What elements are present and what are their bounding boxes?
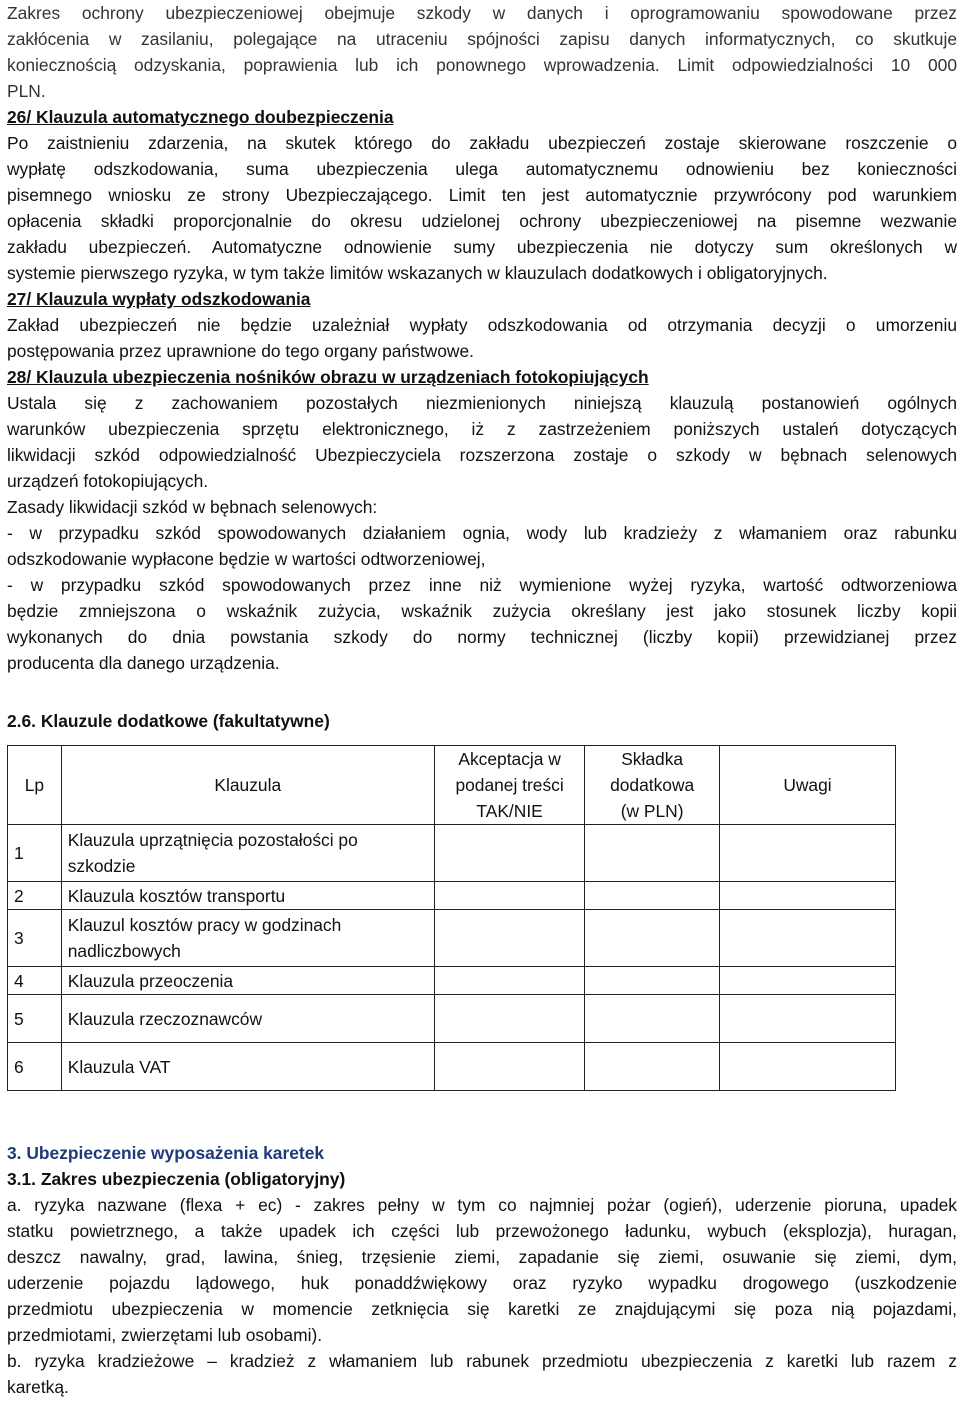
header-akceptacja [434,746,585,825]
notes-cell[interactable] [719,825,895,882]
risk-a-paragraph [7,1192,957,1348]
clause-line: szkodzie [67,856,136,876]
header-lp: Lp [8,746,62,825]
text-line: Po zaistnieniu zdarzenia, na skutek którego do zakładu ubezpieczeń zostaje skierowane roszczenie o [7,133,957,153]
notes-cell[interactable] [719,910,895,967]
table-row [8,967,896,995]
clause-27-paragraph [7,312,957,364]
row-clause [61,825,434,882]
table-header-row [8,746,896,825]
acceptance-cell[interactable] [434,995,585,1043]
table-row [8,910,896,967]
text-line: karetką. [7,1377,69,1397]
text-line: Zakład ubezpieczeń nie będzie uzależniał wypłaty odszkodowania od otrzymania decyzji o umorzeniu [7,315,957,335]
section-3-heading: 3. Ubezpieczenie wyposażenia karetek [7,1143,325,1163]
table-row [8,825,896,882]
header-klauzula: Klauzula [61,746,434,825]
notes-cell[interactable] [719,882,895,910]
section-3 [7,1140,957,1400]
text-line: b. ryzyka kradzieżowe – kradzież z włamaniem lub rabunek przedmiotu ubezpieczenia z karetki lub razem z [7,1351,957,1371]
text-line: przedmiotami, zwierzętami lub osobami). [7,1325,323,1345]
text-line: postępowania przez uprawnione do tego organy państwowe. [7,341,474,361]
acceptance-cell[interactable] [434,825,585,882]
text-line: likwidacji szkód odpowiedzialność Ubezpieczyciela rozszerzona zostaje o szkody w bębnach selenowych [7,445,957,465]
header-line: Akceptacja w [458,749,561,769]
text-line: - w przypadku szkód spowodowanych działaniem ognia, wody lub kradzieży z włamaniem oraz rabunku [7,523,957,543]
table-row [8,882,896,910]
notes-cell[interactable] [719,995,895,1043]
row-clause [61,882,434,910]
clause-line: Klauzula kosztów transportu [67,885,286,906]
premium-cell[interactable] [585,1043,720,1091]
row-clause [61,967,434,995]
clause-28-heading: 28/ Klauzula ubezpieczenia nośników obrazu w urządzeniach fotokopiujących [7,367,649,387]
text-line: warunków ubezpieczenia sprzętu elektronicznego, iż z zastrzeżeniem poniższych ustaleń dotyczących [7,419,957,439]
premium-cell[interactable] [585,825,720,882]
header-skladka [585,746,720,825]
document-page [7,0,957,734]
text-line: wypłatę odszkodowania, suma ubezpieczenia ulega automatycznemu odnowieniu bez konieczności [7,159,957,179]
rules-title: Zasady likwidacji szkód w bębnach selenowych: [7,497,378,517]
row-clause [61,995,434,1043]
clause-line: Klauzula uprzątnięcia pozostałości po [67,830,358,850]
rule-2 [7,572,957,676]
text-line: statku powietrznego, a także upadek ich części lub przewożonego ładunku, wybuch (eksplozja), huragan, [7,1221,957,1241]
text-line: urządzeń fotokopiujących. [7,471,209,491]
text-line: odszkodowanie wypłacone będzie w wartości odtworzeniowej, [7,549,486,569]
clause-line: Klauzula VAT [67,1056,171,1077]
premium-cell[interactable] [585,882,720,910]
clause-line: Klauzula przeoczenia [67,970,234,991]
header-line: dodatkowa [610,775,695,795]
text-line: koniecznością odzyskania, poprawienia lub ich ponownego wprowadzenia. Limit odpowiedzialności 10 000 [7,55,957,75]
clause-27-heading: 27/ Klauzula wypłaty odszkodowania [7,289,311,309]
row-lp: 2 [8,882,62,910]
text-line: pisemnego wniosku ze strony Ubezpieczającego. Limit ten jest automatycznie przywrócony pod warunkiem [7,185,957,205]
header-line: (w PLN) [620,801,684,821]
premium-cell[interactable] [585,967,720,995]
clause-26-heading: 26/ Klauzula automatycznego doubezpieczenia [7,107,394,127]
notes-cell[interactable] [719,1043,895,1091]
text-line: będzie zmniejszona o wskaźnik zużycia, wskaźnik zużycia określany jest jako stosunek liczby kopii [7,601,957,621]
clauses-table [7,745,896,1091]
row-clause [61,910,434,967]
text-line: - w przypadku szkód spowodowanych przez inne niż wymienione wyżej ryzyka, wartość odtworzeniowa [7,575,957,595]
intro-paragraph [7,0,957,104]
header-line: Składka [621,749,684,769]
acceptance-cell[interactable] [434,910,585,967]
clause-line: nadliczbowych [67,941,181,961]
text-line: przedmiotu ubezpieczenia w momencie zetknięcia się karetki ze znajdującymi się poza nią pojazdami, [7,1299,957,1319]
row-clause [61,1043,434,1091]
text-line: PLN. [7,81,46,101]
row-lp: 6 [8,1043,62,1091]
acceptance-cell[interactable] [434,1043,585,1091]
text-line: wykonanych do dnia powstania szkody do normy technicznej (liczby kopii) przewidzianej przez [7,627,957,647]
header-line: podanej treści [455,775,564,795]
text-line: uderzenie pojazdu lądowego, huk ponaddźwiękowy oraz ryzyko wypadku drogowego (uszkodzenie [7,1273,957,1293]
row-lp: 5 [8,995,62,1043]
clause-line: Klauzul kosztów pracy w godzinach [67,915,342,935]
text-line: a. ryzyka nazwane (flexa + ec) - zakres pełny w tym co najmniej pożar (ogień), uderzenie pioruna, upadek [7,1195,957,1215]
risk-b-paragraph [7,1348,957,1400]
row-lp: 3 [8,910,62,967]
text-line: Zakres ochrony ubezpieczeniowej obejmuje szkody w danych i oprogramowaniu spowodowane przez [7,3,957,23]
text-line: Ustala się z zachowaniem pozostałych niezmienionych niniejszą klauzulą postanowień ogólnych [7,393,957,413]
text-line: zakłócenia w zasilaniu, polegające na utraceniu spójności zapisu danych informatycznych, co skutkuje [7,29,957,49]
clause-line: Klauzula rzeczoznawców [67,1008,263,1029]
acceptance-cell[interactable] [434,967,585,995]
text-line: zakładu ubezpieczeń. Automatyczne odnowienie sumy ubezpieczenia nie dotyczy sum określonych w [7,237,957,257]
header-line: TAK/NIE [476,801,543,821]
rule-1 [7,520,957,572]
text-line: systemie pierwszego ryzyka, w tym także limitów wskazanych w klauzulach dodatkowych i obligatoryjnych. [7,263,828,283]
section-2-6-heading: 2.6. Klauzule dodatkowe (fakultatywne) [7,711,330,731]
premium-cell[interactable] [585,995,720,1043]
table-row [8,995,896,1043]
row-lp: 4 [8,967,62,995]
text-line: deszcz nawalny, grad, lawina, śnieg, trzęsienie ziemi, zapadanie się ziemi, osuwanie się ziemi, dym, [7,1247,957,1267]
header-uwagi: Uwagi [719,746,895,825]
notes-cell[interactable] [719,967,895,995]
section-3-1-heading: 3.1. Zakres ubezpieczenia (obligatoryjny) [7,1169,346,1189]
table-row [8,1043,896,1091]
clause-26-paragraph [7,130,957,286]
premium-cell[interactable] [585,910,720,967]
row-lp: 1 [8,825,62,882]
text-line: producenta dla danego urządzenia. [7,653,280,673]
clause-28-paragraph [7,390,957,494]
acceptance-cell[interactable] [434,882,585,910]
text-line: opłacenia składki proporcjonalnie do okresu udzielonej ochrony ubezpieczeniowej na pisemne wezwanie [7,211,957,231]
